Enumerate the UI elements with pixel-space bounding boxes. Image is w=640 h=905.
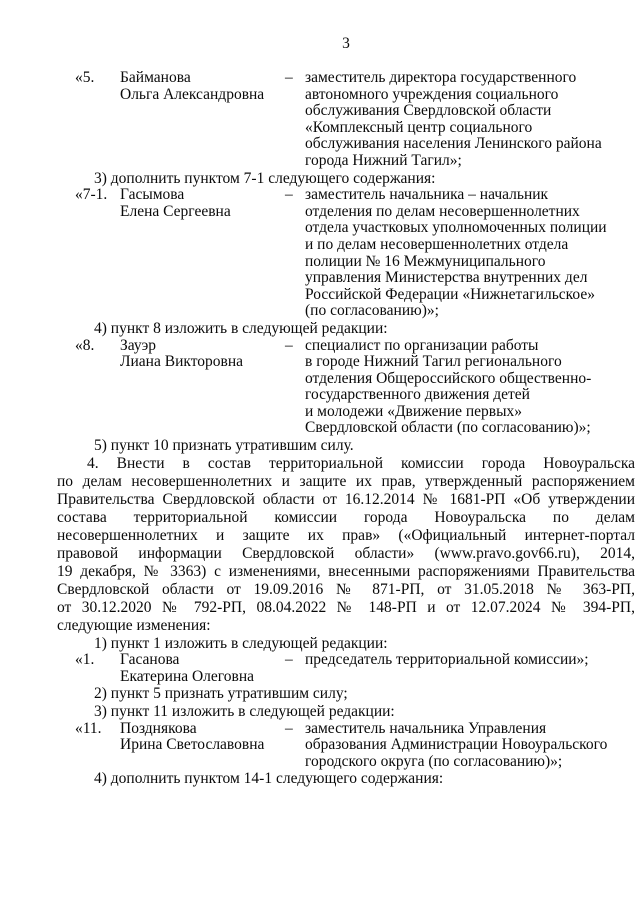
text-line: правовой информации Свердловской области» (www.pravo.gov66.ru), 2014,: [57, 544, 635, 562]
text-line: председатель территориальной комиссии»;: [305, 651, 589, 669]
text-line: государственного движения детей: [305, 386, 530, 404]
text-line: автономного учреждения социального: [305, 85, 559, 103]
text-line: города Нижний Тагил»;: [305, 151, 462, 169]
member-name: [120, 338, 285, 371]
text-line: заместитель директора государственного: [305, 69, 577, 86]
list-item-5: 5) пункт 10 признать утратившим силу.: [94, 437, 354, 455]
text-line: образования Администрации Новоуральского: [305, 736, 608, 754]
amendment-row-1: [57, 652, 635, 685]
page-number: 3: [342, 35, 350, 52]
text-line: Свердловской области (по согласованию)»;: [305, 419, 591, 437]
amendment-row-5: [57, 70, 635, 170]
dash-separator: –: [285, 719, 293, 737]
text-line: от 30.12.2020 № 792-РП, 08.04.2022 № 148-РП и от 12.07.2024 № 394-РП,: [57, 598, 635, 616]
text-line: Лиана Викторовна: [120, 353, 244, 371]
member-name: [120, 652, 285, 685]
member-name: [120, 70, 285, 103]
amendment-row-11: [57, 721, 635, 771]
list-item-2: 2) пункт 5 признать утратившим силу;: [94, 685, 348, 703]
text-line: отделения по делам несовершеннолетних: [305, 202, 580, 220]
member-position: [305, 652, 635, 669]
dash-separator: –: [285, 186, 293, 204]
text-line: в городе Нижний Тагил регионального: [305, 353, 562, 371]
row-number: «7-1.: [75, 186, 108, 204]
text-line: Российской Федерации «Нижнетагильское»: [305, 285, 595, 303]
text-line: 19 декабря, № 3363) с изменениями, внесенными распоряжениями Правительства: [57, 562, 635, 580]
amendment-row-8: [57, 338, 635, 438]
text-line: Байманова: [120, 69, 191, 86]
text-line: заместитель начальника Управления: [305, 719, 547, 737]
row-number: «5.: [75, 69, 95, 86]
text-line: 4. Внести в состав территориальной комиссии города Новоуральска: [87, 454, 635, 472]
text-line: заместитель начальника – начальник: [305, 186, 549, 204]
paragraph-4: [57, 455, 635, 635]
dash-separator: –: [285, 651, 293, 669]
text-line: следующие изменения:: [57, 616, 211, 634]
member-name: [120, 187, 285, 220]
text-line: несовершеннолетних и защите их прав» («Официальный интернет-портал: [57, 526, 635, 544]
text-line: Зауэр: [120, 336, 157, 354]
text-line: городского округа (по согласованию)»;: [305, 752, 563, 770]
text-line: Елена Сергеевна: [120, 202, 231, 220]
row-number: «8.: [75, 336, 95, 354]
member-position: [305, 338, 635, 438]
text-line: управления Министерства внутренних дел: [305, 269, 588, 287]
dash-separator: –: [285, 69, 293, 86]
text-line: Правительства Свердловской области от 16.12.2014 № 1681-РП «Об утверждении: [57, 490, 635, 508]
text-line: специалист по организации работы: [305, 336, 539, 354]
text-line: и молодежи «Движение первых»: [305, 402, 523, 420]
text-line: обслуживания населения Ленинского района: [305, 135, 602, 153]
text-line: полиции № 16 Межмуниципального: [305, 252, 546, 270]
member-name: [120, 721, 285, 754]
list-item-1: 1) пункт 1 изложить в следующей редакции:: [94, 634, 388, 652]
text-line: Екатерина Олеговна: [120, 667, 255, 685]
text-line: Гасымова: [120, 186, 185, 204]
dash-separator: –: [285, 336, 293, 354]
list-item-3: 3) дополнить пунктом 7-1 следующего содержания:: [94, 169, 436, 187]
text-line: Позднякова: [120, 719, 197, 737]
row-number: «11.: [75, 719, 102, 737]
text-line: (по согласованию)»;: [305, 302, 439, 320]
member-position: [305, 187, 635, 320]
text-line: Свердловской области от 19.09.2016 № 871-РП, от 31.05.2018 № 363-РП,: [57, 580, 635, 598]
text-line: «Комплексный центр социального: [305, 118, 533, 136]
amendment-row-7-1: [57, 187, 635, 320]
member-position: [305, 70, 635, 170]
text-line: Ольга Александровна: [120, 85, 265, 103]
text-line: Гасанова: [120, 651, 180, 669]
member-position: [305, 721, 635, 771]
list-item-4b: 4) дополнить пунктом 14-1 следующего содержания:: [94, 770, 444, 788]
text-line: Ирина Светославовна: [120, 736, 265, 754]
text-line: и по делам несовершеннолетних отдела: [305, 235, 569, 253]
text-line: обслуживания Свердловской области: [305, 102, 552, 120]
list-item-3b: 3) пункт 11 изложить в следующей редакции:: [94, 703, 395, 721]
text-line: отдела участковых уполномоченных полиции: [305, 219, 607, 237]
text-line: состава территориальной комиссии города Новоуральска по делам: [57, 508, 635, 526]
text-line: по делам несовершеннолетних и защите их прав, утвержденный распоряжением: [57, 472, 635, 490]
list-item-4: 4) пункт 8 изложить в следующей редакции:: [94, 319, 388, 337]
text-line: отделения Общероссийского общественно-: [305, 369, 592, 387]
row-number: «1.: [75, 651, 95, 669]
